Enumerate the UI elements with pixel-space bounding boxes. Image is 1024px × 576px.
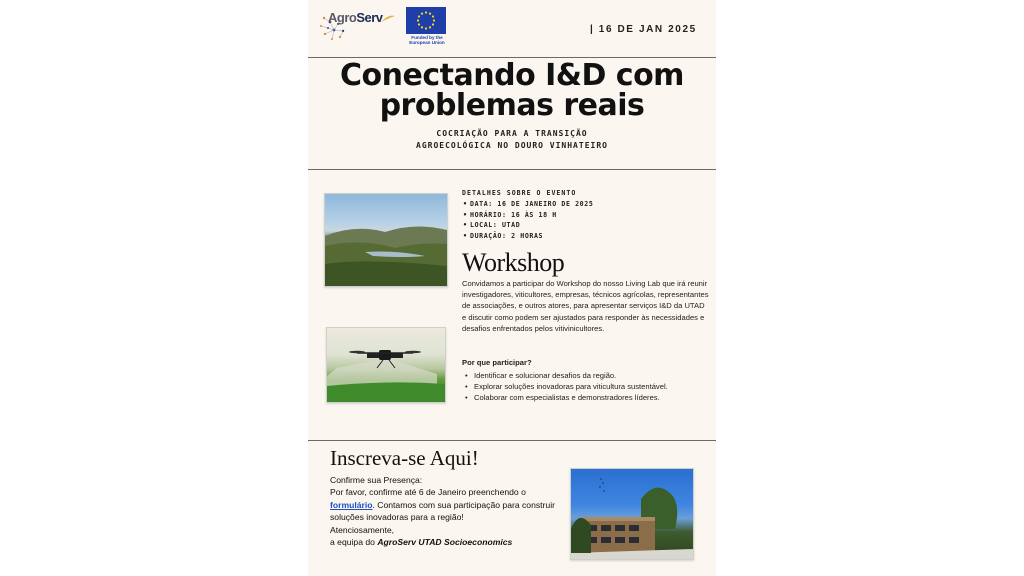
event-details-list <box>462 199 593 241</box>
detail-date: • DATA: 16 DE JANEIRO DE 2025 <box>462 199 593 210</box>
utad-building-photo <box>570 468 694 560</box>
valley-landscape-icon <box>325 194 447 286</box>
eu-stars-icon <box>406 7 446 34</box>
why-participate-list <box>462 370 712 404</box>
leaf-swoosh-icon <box>380 14 396 24</box>
signup-heading: Inscreva-se Aqui! <box>330 446 479 470</box>
eu-funding-text: Funded by the European Union <box>409 35 445 45</box>
workshop-description: Convidamos a participar do Workshop do nosso Living Lab que irá reunir investigadores, viticultores, empresas, técnicos agrícolas, representantes de associações, e outros atores, para apresentar serviços I&D da UTAD e discutir como podem ser ajustados para responder às necessidades e desafios enfrentados pelos vitivinicultores. <box>462 279 709 333</box>
title-line-2: problemas reais <box>379 88 645 123</box>
header-date: | 16 DE JAN 2025 <box>590 24 697 35</box>
why-participate-heading: Por que participar? <box>462 358 532 367</box>
details-heading: DETALHES SOBRE O EVENTO <box>462 189 577 197</box>
confirm-instructions: Por favor, confirme até 6 de Janeiro preenchendo o formulário. Contamos com sua participação para construir soluções inovadoras para a região! <box>330 487 555 523</box>
douro-valley-photo <box>324 193 448 287</box>
why-item: • Explorar soluções inovadoras para viticultura sustentável. <box>462 381 712 392</box>
divider <box>308 440 716 441</box>
drone-icon <box>327 328 445 402</box>
team-signature: a equipa do AgroServ UTAD Socioeconomics <box>330 537 513 548</box>
building-icon <box>571 469 693 559</box>
agroserv-logo <box>318 6 398 46</box>
detail-location: • LOCAL: UTAD <box>462 220 593 231</box>
subtitle-line-2: AGROECOLÓGICA NO DOURO VINHATEIRO <box>416 141 608 150</box>
title-line-1: Conectando I&D com <box>340 58 684 93</box>
divider <box>308 169 716 170</box>
workshop-heading: Workshop <box>462 248 565 277</box>
detail-time: • HORÁRIO: 16 ÀS 18 H <box>462 210 593 221</box>
eu-flag-icon <box>406 7 446 34</box>
signup-text <box>330 474 566 548</box>
sign-off: Atenciosamente, <box>330 524 395 535</box>
detail-duration: • DURAÇÃO: 2 HORAS <box>462 231 593 242</box>
why-item: • Identificar e solucionar desafios da região. <box>462 370 712 381</box>
page-title <box>308 58 716 123</box>
why-item: • Colaborar com especialistas e demonstradores líderes. <box>462 392 712 403</box>
event-poster <box>308 0 716 576</box>
subtitle-line-1: COCRIAÇÃO PARA A TRANSIÇÃO <box>436 129 588 138</box>
agricultural-drone-photo <box>326 327 446 403</box>
confirm-heading: Confirme sua Presença: <box>330 475 423 485</box>
page-subtitle <box>308 128 716 152</box>
logo-wordmark: AgroServ <box>328 10 383 25</box>
registration-form-link[interactable]: formulário <box>330 499 373 510</box>
